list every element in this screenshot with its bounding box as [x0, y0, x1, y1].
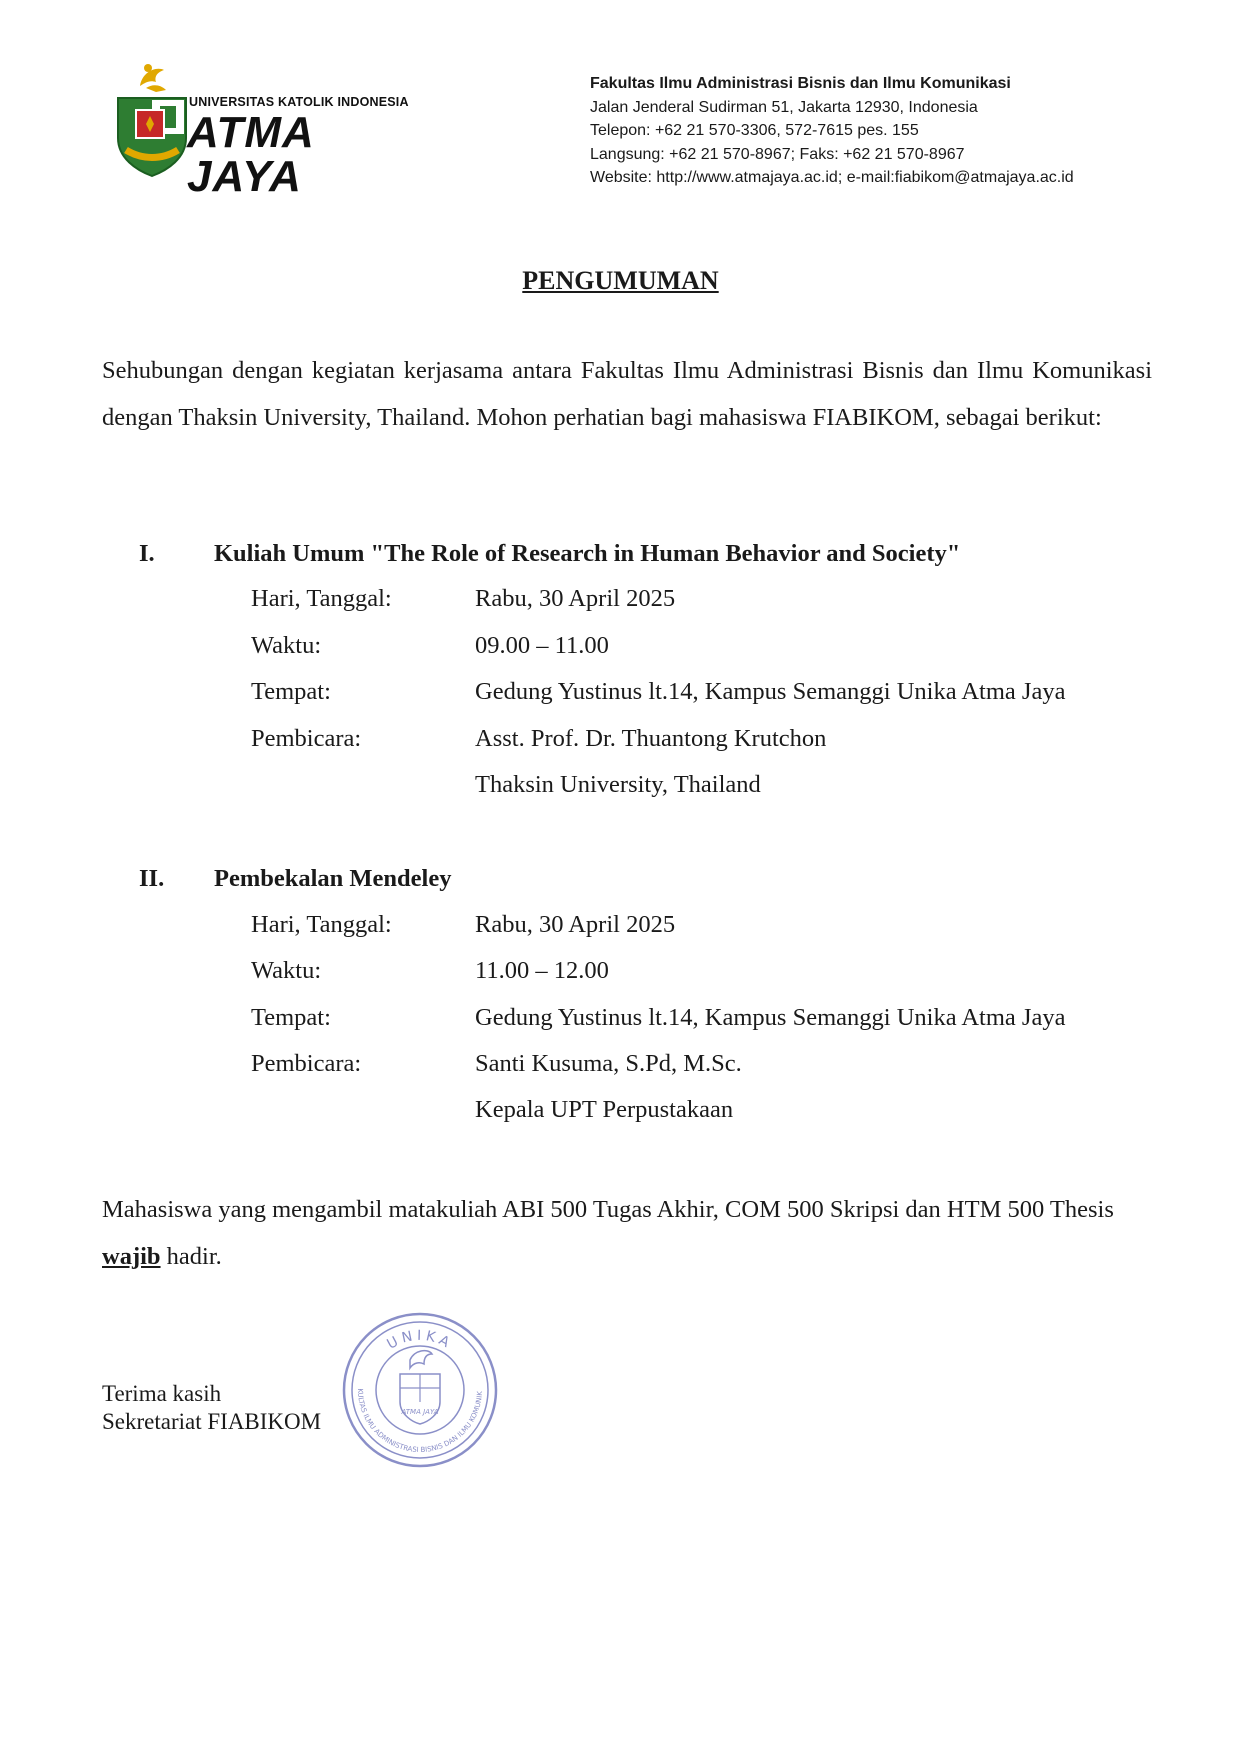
atma-jaya-logo	[112, 58, 432, 201]
intro-paragraph: Sehubungan dengan kegiatan kerjasama antara Fakultas Ilmu Administrasi Bisnis dan Ilmu Komunikasi dengan Thaksin University, Thailand. Mohon perhatian bagi mahasiswa FIABIKOM, sebagai berikut:	[102, 357, 1152, 431]
faculty-seal-stamp	[340, 1310, 500, 1470]
detail-value: 09.00 – 11.00	[475, 632, 609, 659]
direct-fax-line: Langsung: +62 21 570-8967; Faks: +62 21 570-8967	[590, 145, 965, 163]
detail-value: Gedung Yustinus lt.14, Kampus Semanggi Unika Atma Jaya	[475, 1004, 1066, 1031]
detail-label: Waktu:	[251, 957, 322, 984]
detail-label: Pembicara:	[251, 1050, 362, 1077]
seal-top-text: UNIKA	[384, 1327, 456, 1353]
detail-label: Hari, Tanggal:	[251, 585, 392, 612]
announcement-title: PENGUMUMAN	[522, 266, 719, 295]
detail-value: Thaksin University, Thailand	[475, 771, 761, 798]
university-label: UNIVERSITAS KATOLIK INDONESIA	[189, 95, 409, 109]
faculty-name: Fakultas Ilmu Administrasi Bisnis dan Ilmu Komunikasi	[590, 75, 1011, 92]
section-number: I.	[139, 540, 155, 567]
detail-label: Tempat:	[251, 678, 331, 705]
detail-value: Rabu, 30 April 2025	[475, 585, 676, 612]
detail-value: Santi Kusuma, S.Pd, M.Sc.	[475, 1050, 742, 1077]
emphasis-required: wajib	[102, 1242, 161, 1270]
street-address: Jalan Jenderal Sudirman 51, Jakarta 12930, Indonesia	[590, 98, 978, 116]
website-email-line: Website: http://www.atmajaya.ac.id; e-mail:fiabikom@atmajaya.ac.id	[590, 169, 1074, 186]
signature-block	[102, 1380, 321, 1436]
seal-center-text: ATMA JAYA	[401, 1408, 439, 1416]
detail-value: Asst. Prof. Dr. Thuantong Krutchon	[475, 725, 827, 752]
seal-icon	[340, 1310, 500, 1470]
detail-value: Rabu, 30 April 2025	[475, 911, 676, 938]
closing-paragraph	[102, 1187, 1152, 1280]
section-title: Pembekalan Mendeley	[214, 865, 452, 892]
detail-label: Tempat:	[251, 1004, 331, 1031]
atma-jaya-crest-icon	[112, 58, 192, 178]
thanks-line: Terima kasih	[102, 1381, 222, 1406]
section-title: Kuliah Umum "The Role of Research in Human Behavior and Society"	[214, 540, 961, 567]
faculty-address-block	[590, 72, 1074, 190]
detail-label: Waktu:	[251, 632, 322, 659]
detail-label: Hari, Tanggal:	[251, 911, 392, 938]
svg-text:UNIKA	[384, 1328, 455, 1353]
phone-line: Telepon: +62 21 570-3306, 572-7615 pes. 155	[590, 122, 919, 139]
detail-label: Pembicara:	[251, 725, 362, 752]
brand-name: ATMA JAYA	[187, 108, 314, 201]
detail-value: Gedung Yustinus lt.14, Kampus Semanggi Unika Atma Jaya	[475, 678, 1066, 705]
section-number: II.	[139, 865, 165, 892]
closing-text-end: hadir.	[160, 1242, 222, 1270]
detail-value: 11.00 – 12.00	[475, 957, 609, 984]
seal-ring-text: KULTAS ILMU ADMINISTRASI BISNIS DAN ILMU KOMUNIK	[355, 1388, 485, 1455]
detail-value: Kepala UPT Perpustakaan	[475, 1096, 734, 1123]
sender-line: Sekretariat FIABIKOM	[102, 1409, 322, 1434]
closing-text: Mahasiswa yang mengambil matakuliah ABI 500 Tugas Akhir, COM 500 Skripsi dan HTM 500 Thesis	[102, 1196, 1114, 1223]
